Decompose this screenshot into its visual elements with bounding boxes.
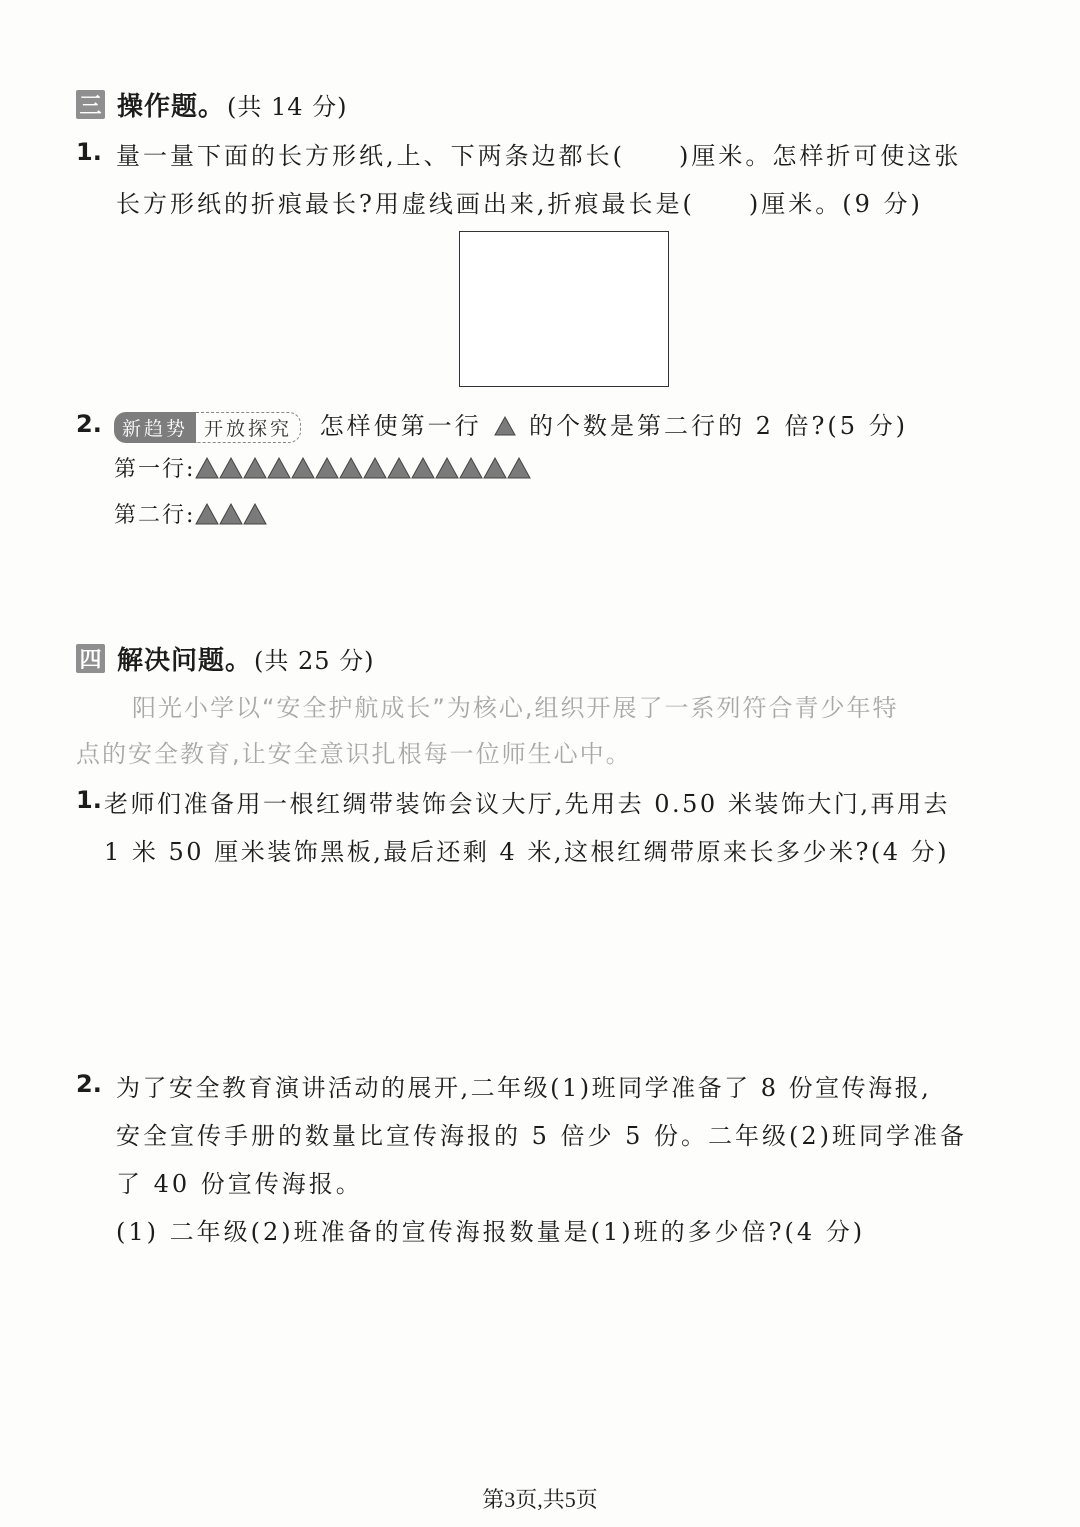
section-3-title: 操作题。 [117, 92, 226, 122]
page-footer: 第3页,共5页 [482, 1487, 598, 1512]
section-4-intro-line-1: 阳光小学以“安全护航成长”为核心,组织开展了一系列符合青少年特 [132, 694, 899, 722]
triangle-icon [267, 457, 291, 479]
section-4-points: (共 25 分) [254, 647, 375, 675]
question-3-2-number: 2. [76, 410, 102, 438]
triangle-icon [507, 457, 531, 479]
section-3-badge: 三 [76, 90, 105, 119]
row-1-triangles [195, 457, 531, 479]
question-3-2-text-b: 的个数是第二行的 2 倍?(5 分) [528, 412, 908, 440]
row-2-triangles [195, 503, 267, 525]
row-1 [114, 452, 531, 483]
question-4-1-line-1: 老师们准备用一根红绸带装饰会议大厅,先用去 0.50 米装饰大门,再用去 [104, 790, 950, 818]
triangle-icon [387, 457, 411, 479]
row-1-label: 第一行: [114, 457, 196, 482]
row-2 [114, 498, 267, 529]
triangle-icon [339, 457, 363, 479]
triangle-icon [243, 503, 267, 525]
question-4-1-number: 1. [76, 786, 102, 814]
tag-new-trend: 新趋势 [114, 412, 196, 443]
triangle-icon [315, 457, 339, 479]
section-3-points: (共 14 分) [227, 93, 348, 121]
triangle-icon [195, 457, 219, 479]
tag-open-explore: 开放探究 [196, 412, 301, 443]
triangle-icon [219, 457, 243, 479]
section-4-header [76, 640, 375, 677]
question-3-1-line-2: 长方形纸的折痕最长?用虚线画出来,折痕最长是( )厘米。(9 分) [116, 190, 923, 218]
triangle-icon [494, 416, 516, 436]
question-4-2-line-2: 安全宣传手册的数量比宣传海报的 5 倍少 5 份。二年级(2)班同学准备 [116, 1122, 968, 1150]
section-4-title: 解决问题。 [117, 646, 253, 676]
section-3-header [76, 86, 348, 123]
question-3-2-line [114, 406, 908, 443]
triangle-icon [219, 503, 243, 525]
question-4-1-line-2: 1 米 50 厘米装饰黑板,最后还剩 4 米,这根红绸带原来长多少米?(4 分) [104, 838, 949, 866]
section-4-intro-line-2: 点的安全教育,让安全意识扎根每一位师生心中。 [76, 740, 632, 768]
triangle-icon [291, 457, 315, 479]
triangle-icon [435, 457, 459, 479]
triangle-icon [195, 503, 219, 525]
triangle-icon [459, 457, 483, 479]
triangle-icon [243, 457, 267, 479]
question-4-2-line-1: 为了安全教育演讲活动的展开,二年级(1)班同学准备了 8 份宣传海报, [116, 1074, 932, 1102]
question-3-1-number: 1. [76, 138, 102, 166]
triangle-icon [483, 457, 507, 479]
section-4-badge: 四 [76, 644, 105, 673]
row-2-label: 第二行: [114, 503, 196, 528]
triangle-icon [411, 457, 435, 479]
question-4-2-line-3: 了 40 份宣传海报。 [116, 1170, 363, 1198]
triangle-icon [363, 457, 387, 479]
rectangle-paper-figure [459, 231, 669, 387]
question-3-2-text-a: 怎样使第一行 [319, 412, 482, 440]
question-4-2-number: 2. [76, 1070, 102, 1098]
question-3-1-line-1: 量一量下面的长方形纸,上、下两条边都长( )厘米。怎样折可使这张 [116, 142, 962, 170]
question-4-2-sub-1: (1) 二年级(2)班准备的宣传海报数量是(1)班的多少倍?(4 分) [116, 1218, 866, 1246]
new-trend-tag [114, 412, 301, 443]
